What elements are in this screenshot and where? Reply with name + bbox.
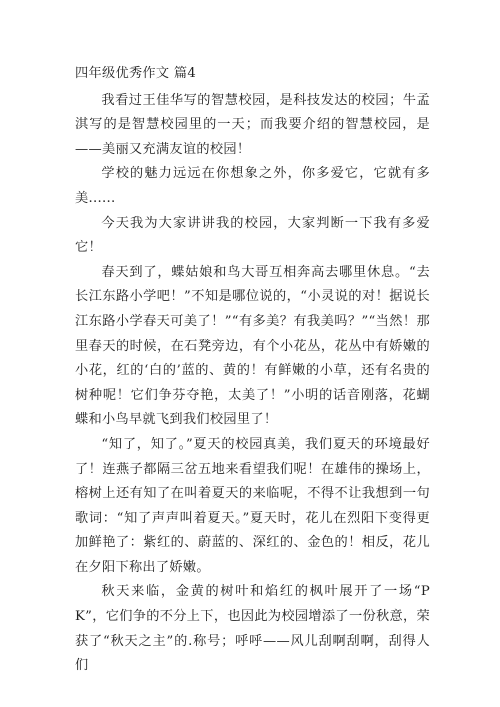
document-body — [75, 62, 430, 679]
paragraph-summer: “知了，知了。”夏天的校园真美，我们夏天的环境最好了！连燕子都隔三岔五地来看望我们呢！在雄伟的操场上，榕树上还有知了在叫着夏天的来临呢，不得不让我想到一句歌词：“知了声声叫着夏天。”夏天时，花儿在烈阳下变得更加鲜艳了：紫红的、蔚蓝的、深红的、金色的！相反，花儿在夕阳下称出了娇嫩。 — [75, 436, 430, 575]
paragraph-charm: 学校的魅力远远在你想象之外，你多爱它，它就有多美...... — [75, 166, 430, 206]
paragraph-autumn: 秋天来临，金黄的树叶和焰红的枫叶展开了一场“PK”，它们争的不分上下，也因此为校园增添了一份秋意，荣获了“秋天之主”的.称号；呼呼——风儿刮啊刮啊，刮得人们 — [75, 584, 430, 674]
paragraph-lead-in: 今天我为大家讲讲我的校园，大家判断一下我有多爱它！ — [75, 215, 430, 256]
paragraph-intro: 我看过王佳华写的智慧校园，是科技发达的校园；牛孟淇写的是智慧校园里的一天；而我要介绍的智慧校园，是——美丽又充满友谊的校园！ — [75, 92, 430, 157]
document-title: 四年级优秀作文 篇4 — [75, 66, 197, 81]
paragraph-spring: 春天到了，蝶姑娘和鸟大哥互相奔高去哪里休息。“去长江东路小学吧！”不知是哪位说的，“小灵说的对！据说长江东路小学春天可美了！”“有多美？有我美吗？”“当然！那里春天的时候，在石凳旁边，有个小花丛，花丛中有娇嫩的小花，红的‘白的’蓝的、黄的！有鲜嫩的小草，还有名贵的树种呢！它们争芬夺艳，太美了！”小明的话音刚落，花蝴蝶和小鸟早就飞到我们校园里了！ — [75, 264, 430, 428]
